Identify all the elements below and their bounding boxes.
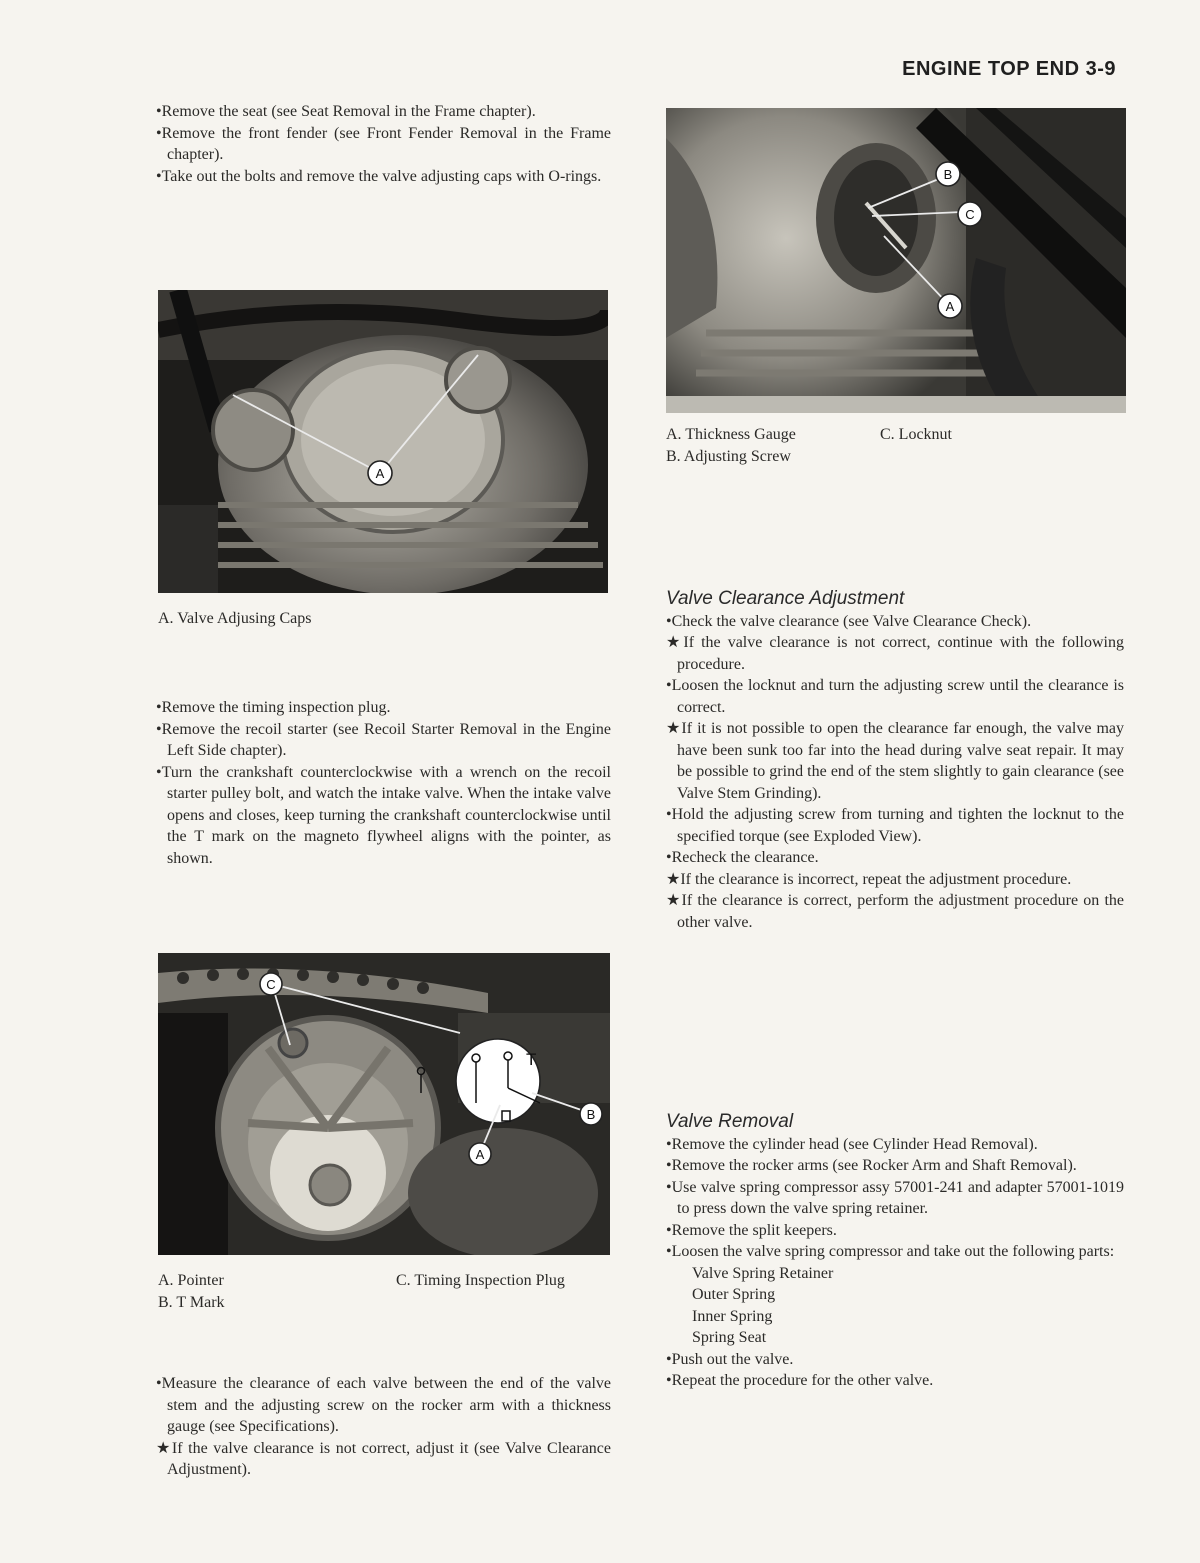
step: ★If the clearance is correct, perform the adjustment procedure on the other valve. xyxy=(666,892,1124,931)
step: •Loosen the locknut and turn the adjusting screw until the clearance is correct. xyxy=(666,677,1124,716)
caption-c: C. Timing Inspection Plug xyxy=(396,1272,565,1289)
caption-a: A. Thickness Gauge xyxy=(666,426,796,443)
timing-mark-photo xyxy=(158,953,610,1255)
callout-c xyxy=(958,202,982,226)
svg-text:B: B xyxy=(943,167,953,182)
caption-a: A. Pointer xyxy=(158,1272,224,1289)
step: •Remove the front fender (see Front Fender Removal in the Frame chapter). xyxy=(156,124,611,163)
step: •Recheck the clearance. xyxy=(666,849,819,866)
svg-text:A: A xyxy=(375,466,385,481)
step: ★If it is not possible to open the clearance far enough, the valve may have been sunk too far into the head during valve seat repair. It may be possible to grind the end of the stem slightly to gain clearance (see Valve Stem Grinding). xyxy=(666,720,1124,802)
callout-b xyxy=(580,1103,602,1125)
part-item: Outer Spring xyxy=(692,1286,776,1303)
svg-text:A: A xyxy=(475,1147,485,1162)
svg-text:A: A xyxy=(945,299,955,314)
step: •Take out the bolts and remove the valve adjusting caps with O-rings. xyxy=(156,167,602,185)
step: •Repeat the procedure for the other valve. xyxy=(666,1372,934,1389)
caption-b: B. Adjusting Screw xyxy=(666,447,791,465)
step: •Check the valve clearance (see Valve Clearance Check). xyxy=(666,612,1032,630)
intro-steps xyxy=(156,101,611,187)
step: •Remove the seat (see Seat Removal in the Frame chapter). xyxy=(156,103,536,120)
part-item: Valve Spring Retainer xyxy=(692,1264,834,1282)
part-item: Spring Seat xyxy=(692,1329,767,1346)
callout-a xyxy=(368,461,392,485)
page-header: ENGINE TOP END 3-9 xyxy=(902,58,1116,80)
svg-text:B: B xyxy=(586,1107,596,1122)
step: ★If the valve clearance is not correct, adjust it (see Valve Clearance Adjustment). xyxy=(156,1439,611,1478)
step: •Measure the clearance of each valve between the end of the valve stem and the adjusting screw on the rocker arm with a thickness gauge (see Specifications). xyxy=(156,1375,611,1435)
step: •Remove the timing inspection plug. xyxy=(156,699,391,716)
step: •Use valve spring compressor assy 57001-241 and adapter 57001-1019 to press down the valve spring retainer. xyxy=(666,1178,1124,1217)
measure-steps xyxy=(156,1373,611,1481)
figure2-caption-left xyxy=(158,1270,225,1313)
step: •Remove the recoil starter (see Recoil Starter Removal in the Engine Left Side chapter). xyxy=(156,720,611,759)
svg-text:C: C xyxy=(965,207,975,222)
adjustment-section xyxy=(666,588,1124,933)
t-mark-label: T xyxy=(526,1050,537,1069)
step: •Hold the adjusting screw from turning and tighten the locknut to the specified torque (see Exploded View). xyxy=(666,806,1124,845)
section-title: Valve Removal xyxy=(666,1111,794,1132)
step: •Push out the valve. xyxy=(666,1350,794,1368)
step: ★If the valve clearance is not correct, continue with the following procedure. xyxy=(666,634,1124,673)
valve-caps-photo xyxy=(158,290,608,593)
step: •Remove the split keepers. xyxy=(666,1221,837,1239)
caption-b: B. T Mark xyxy=(158,1293,225,1311)
callout-a xyxy=(469,1143,491,1165)
timing-steps xyxy=(156,697,611,869)
step: •Remove the cylinder head (see Cylinder Head Removal). xyxy=(666,1135,1038,1153)
step: •Loosen the valve spring compressor and take out the following parts: xyxy=(666,1243,1115,1260)
step: •Turn the crankshaft counterclockwise with a wrench on the recoil starter pulley bolt, and watch the intake valve. When the intake valve opens and closes, keep turning the crankshaft counterclockwise until the T mark on the magneto flywheel aligns with the pointer, as shown. xyxy=(156,763,611,867)
figure1-caption: A. Valve Adjusing Caps xyxy=(158,610,312,627)
callout-c xyxy=(260,973,282,995)
section-title: Valve Clearance Adjustment xyxy=(666,588,905,609)
callout-a xyxy=(938,294,962,318)
svg-text:C: C xyxy=(266,977,276,992)
callout-b xyxy=(936,162,960,186)
thickness-gauge-photo xyxy=(666,108,1126,413)
step: •Remove the rocker arms (see Rocker Arm and Shaft Removal). xyxy=(666,1157,1077,1174)
figure3-caption-left xyxy=(666,424,796,467)
removal-section xyxy=(666,1111,1124,1392)
part-item: Inner Spring xyxy=(692,1307,773,1325)
caption-c: C. Locknut xyxy=(880,426,952,443)
step: ★If the clearance is incorrect, repeat the adjustment procedure. xyxy=(666,870,1072,888)
